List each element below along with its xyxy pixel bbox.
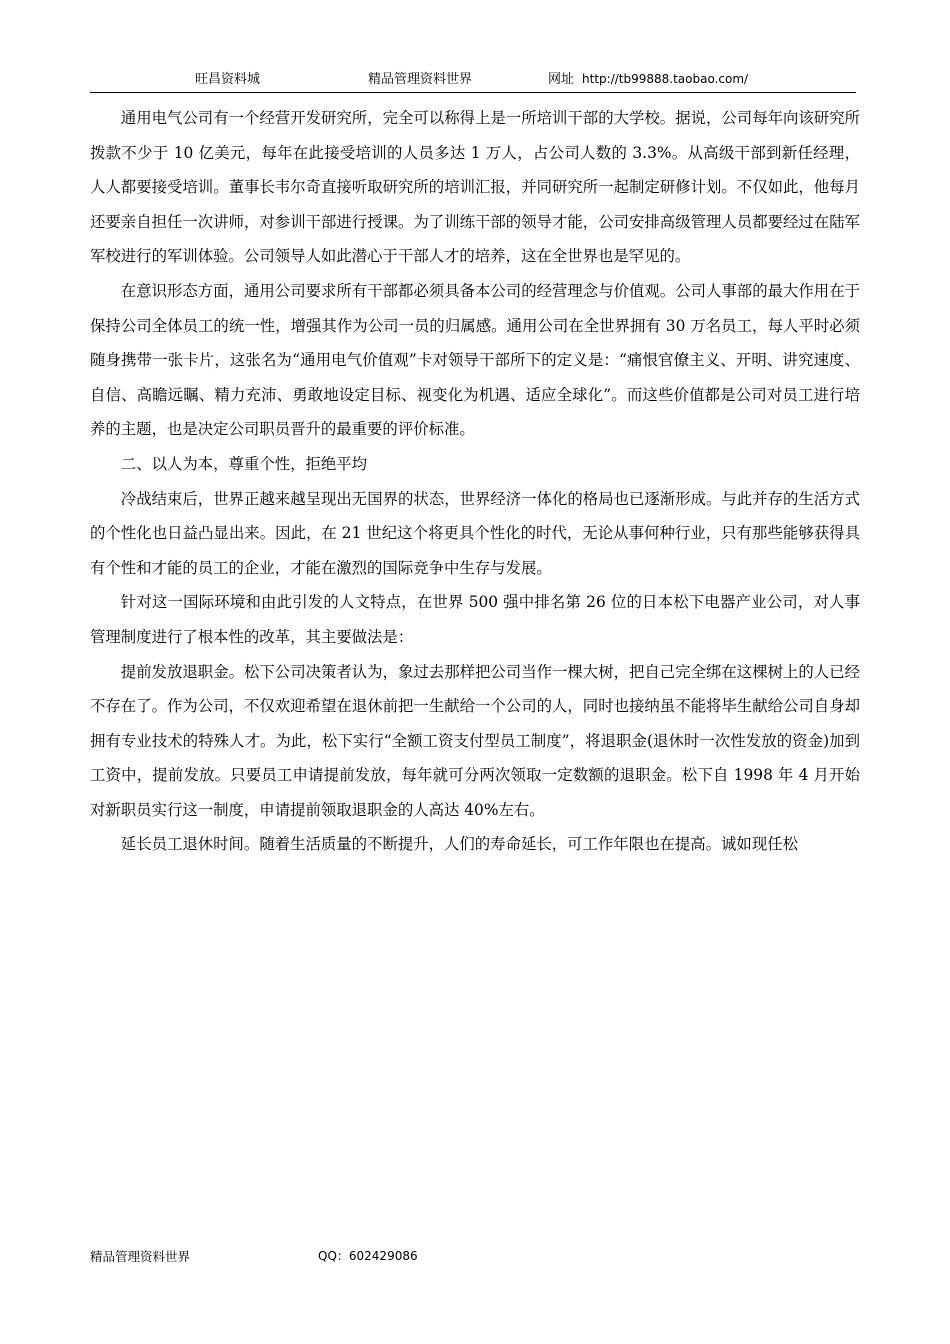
page-header (90, 66, 856, 93)
header-url-link[interactable]: http://tb99888.taobao.com/ (582, 72, 749, 86)
paragraph: 针对这一国际环境和由此引发的人文特点，在世界 500 强中排名第 26 位的日本松下电器产业公司，对人事管理制度进行了根本性的改革，其主要做法是： (90, 593, 860, 646)
paragraph: 提前发放退职金。松下公司决策者认为，象过去那样把公司当作一棵大树，把自己完全绑在这棵树上的人已经不存在了。作为公司，不仅欢迎希望在退休前把一生献给一个公司的人，同时也接纳虽不能将毕生献给公司自身却拥有专业技术的特殊人才。为此，松下实行“全额工资支付型员工制度”，将退职金(退休时一次性发放的资金)加到工资中，提前发放。只要员工申请提前发放，每年就可分两次领取一定数额的退职金。松下自 1998 年 4 月开始对新职员实行这一制度，申请提前领取退职金的人高达 40%左右。 (90, 662, 860, 819)
header-name: 精品管理资料世界 (368, 72, 473, 87)
paragraph: 通用电气公司有一个经营开发研究所，完全可以称得上是一所培训干部的大学校。据说，公司每年向该研究所拨款不少于 10 亿美元，每年在此接受培训的人员多达 1 万人，占公司人数的 3.3%。从高级干部到新任经理，人人都要接受培训。董事长韦尔奇直接听取研究所的培训汇报，并同研究所一起制定研修计划。不仅如此，他每月还要亲自担任一次讲师，对参训干部进行授课。为了训练干部的领导才能，公司安排高级管理人员都要经过在陆军军校进行的军训体验。公司领导人如此潜心于干部人才的培养，这在全世界也是罕见的。 (90, 109, 860, 266)
paragraph: 在意识形态方面，通用公司要求所有干部都必须具备本公司的经营理念与价值观。公司人事部的最大作用在于保持公司全体员工的统一性，增强其作为公司一员的归属感。通用公司在全世界拥有 30 万名员工，每人平时必须随身携带一张卡片，这张名为“通用电气价值观”卡对领导干部所下的定义是：“痛恨官僚主义、开明、讲究速度、自信、高瞻远瞩、精力充沛、勇敢地设定目标、视变化为机遇、适应全球化”。而这些价值都是公司对员工进行培养的主题，也是决定公司职员晋升的最重要的评价标准。 (90, 281, 860, 439)
section-heading: 二、以人为本，尊重个性，拒绝平均 (120, 454, 368, 473)
page-footer (90, 1247, 418, 1265)
header-url-label: 网址 (548, 72, 575, 87)
paragraph: 延长员工退休时间。随着生活质量的不断提升，人们的寿命延长，可工作年限也在提高。诚如现任松 (120, 835, 798, 854)
footer-qq: QQ：602429086 (318, 1249, 418, 1263)
header-site: 旺昌资料城 (195, 72, 261, 87)
paragraph: 冷战结束后，世界正越来越呈现出无国界的状态，世界经济一体化的格局也已逐渐形成。与此并存的生活方式的个性化也日益凸显出来。因此，在 21 世纪这个将更具个性化的时代，无论从事何种行业，只有那些能够获得具有个性和才能的员工的企业，才能在激烈的国际竞争中生存与发展。 (90, 489, 860, 577)
document-body (90, 101, 860, 862)
header-url-group (548, 68, 748, 87)
footer-name: 精品管理资料世界 (90, 1249, 191, 1264)
